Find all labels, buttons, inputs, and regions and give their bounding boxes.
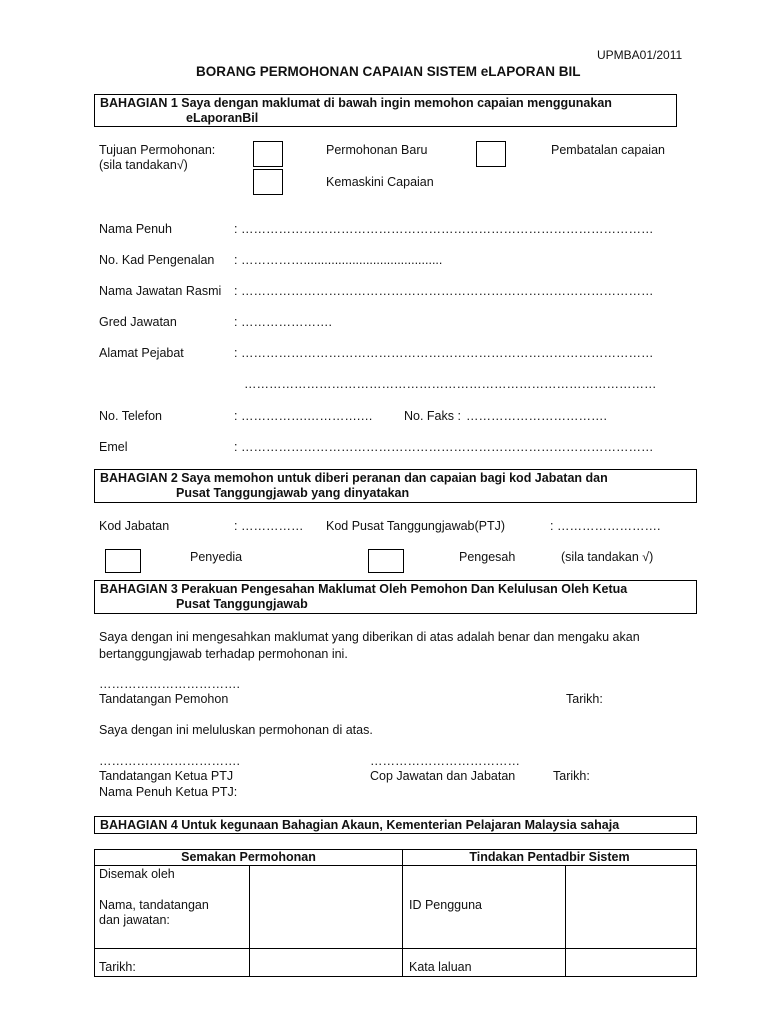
- section1-header: [94, 94, 677, 127]
- grade-label: Gred Jawatan: [99, 315, 177, 329]
- checkbox-preparer[interactable]: [105, 549, 141, 573]
- option-new-label: Permohonan Baru: [326, 143, 428, 157]
- reviewer-input-cell[interactable]: [250, 866, 403, 949]
- section2-header: [94, 469, 697, 503]
- role-hint: (sila tandakan √): [561, 550, 654, 564]
- applicant-signature-field[interactable]: …………………………….: [99, 677, 240, 691]
- section4-header: [94, 816, 697, 834]
- full-name-field[interactable]: : ………………………………………………………………………………………: [234, 222, 654, 236]
- section4-header-text: BAHAGIAN 4 Untuk kegunaan Bahagian Akaun, Kementerian Pelajaran Malaysia sahaja: [100, 818, 620, 832]
- section3-header-line2: Pusat Tanggungjawab: [176, 597, 308, 611]
- reviewer-cell: [95, 866, 250, 949]
- dept-code-field[interactable]: : ……………: [234, 519, 304, 533]
- applicant-date-label: Tarikh:: [566, 692, 603, 706]
- ptj-code-field[interactable]: : …………………….: [550, 519, 661, 533]
- office-use-table: [94, 849, 697, 977]
- section2-header-line1: BAHAGIAN 2 Saya memohon untuk diberi peranan dan capaian bagi kod Jabatan dan: [100, 471, 608, 485]
- date-cell: [95, 949, 250, 977]
- password-cell: [403, 949, 566, 977]
- ptj-date-label: Tarikh:: [553, 769, 590, 783]
- form-code: UPMBA01/2011: [597, 48, 683, 62]
- name-signature-label-line2: dan jawatan:: [99, 913, 170, 927]
- ic-number-field[interactable]: : ……………........................................: [234, 253, 443, 267]
- email-field[interactable]: : ………………………………………………………………………………………: [234, 440, 654, 454]
- stamp-field[interactable]: ………………………………: [370, 754, 520, 768]
- option-update-label: Kemaskini Capaian: [326, 175, 434, 189]
- page-title: BORANG PERMOHONAN CAPAIAN SISTEM eLAPORAN BIL: [196, 64, 581, 79]
- option-cancel-label: Pembatalan capaian: [551, 143, 665, 157]
- user-id-cell: [403, 866, 566, 949]
- email-label: Emel: [99, 440, 128, 454]
- col-admin-header: Tindakan Pentadbir Sistem: [403, 850, 697, 866]
- date-input-cell[interactable]: [250, 949, 403, 977]
- ptj-signature-field[interactable]: …………………………….: [99, 754, 240, 768]
- checkbox-approver[interactable]: [368, 549, 404, 573]
- phone-label: No. Telefon: [99, 409, 163, 423]
- checked-by-label: Disemak oleh: [99, 867, 175, 881]
- ptj-code-label: Kod Pusat Tanggungjawab(PTJ): [326, 519, 506, 533]
- ptj-name-label: Nama Penuh Ketua PTJ:: [99, 785, 238, 799]
- password-label: Kata laluan: [409, 960, 472, 974]
- section1-header-line1: BAHAGIAN 1 Saya dengan maklumat di bawah ingin memohon capaian menggunakan: [100, 96, 612, 110]
- review-date-label: Tarikh:: [99, 960, 136, 974]
- col-review-header: Semakan Permohonan: [95, 850, 403, 866]
- purpose-label: Tujuan Permohonan:: [99, 143, 216, 157]
- section2-header-line2: Pusat Tanggungjawab yang dinyatakan: [176, 486, 410, 500]
- office-address-field-line2[interactable]: ………………………………………………………………………………………: [244, 377, 657, 391]
- approval-text: Saya dengan ini meluluskan permohonan di atas.: [99, 723, 373, 737]
- user-id-input-cell[interactable]: [566, 866, 697, 949]
- job-title-label: Nama Jawatan Rasmi: [99, 284, 222, 298]
- ic-number-label: No. Kad Pengenalan: [99, 253, 215, 267]
- fax-label: No. Faks :: [404, 409, 461, 423]
- applicant-signature-label: Tandatangan Pemohon: [99, 692, 229, 706]
- password-input-cell[interactable]: [566, 949, 697, 977]
- purpose-hint: (sila tandakan√): [99, 158, 188, 172]
- office-address-field[interactable]: : ………………………………………………………………………………………: [234, 346, 654, 360]
- checkbox-cancel-access[interactable]: [476, 141, 506, 167]
- ptj-signature-label: Tandatangan Ketua PTJ: [99, 769, 234, 783]
- grade-field[interactable]: : ………………….: [234, 315, 332, 329]
- role-approver-label: Pengesah: [459, 550, 516, 564]
- declaration-line2: bertanggungjawab terhadap permohonan ini.: [99, 647, 348, 661]
- user-id-label: ID Pengguna: [409, 898, 482, 912]
- dept-code-label: Kod Jabatan: [99, 519, 170, 533]
- full-name-label: Nama Penuh: [99, 222, 172, 236]
- declaration-line1: Saya dengan ini mengesahkan maklumat yang diberikan di atas adalah benar dan mengaku akan: [99, 630, 640, 644]
- checkbox-new-application[interactable]: [253, 141, 283, 167]
- section1-header-line2: eLaporanBil: [186, 111, 259, 125]
- section3-header-line1: BAHAGIAN 3 Perakuan Pengesahan Maklumat Oleh Pemohon Dan Kelulusan Oleh Ketua: [100, 582, 628, 596]
- office-address-label: Alamat Pejabat: [99, 346, 184, 360]
- stamp-label: Cop Jawatan dan Jabatan: [370, 769, 516, 783]
- name-signature-label-line1: Nama, tandatangan: [99, 898, 209, 912]
- job-title-field[interactable]: : ………………………………………………………………………………………: [234, 284, 654, 298]
- section3-header: [94, 580, 697, 614]
- checkbox-update-access[interactable]: [253, 169, 283, 195]
- phone-field[interactable]: : …………….………….…: [234, 409, 373, 423]
- fax-field[interactable]: …………………………….: [466, 409, 607, 423]
- role-preparer-label: Penyedia: [190, 550, 243, 564]
